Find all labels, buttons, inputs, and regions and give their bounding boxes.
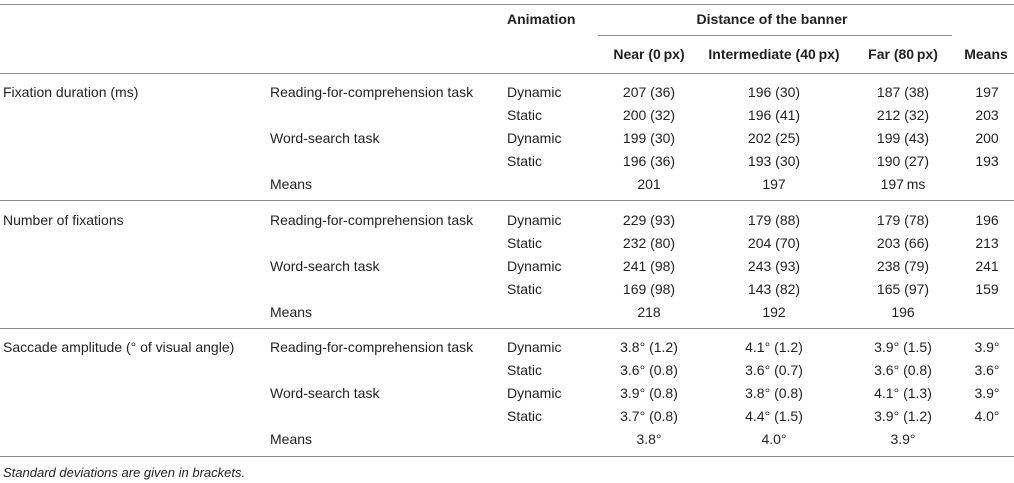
cell-near: 201 (637, 176, 661, 192)
cell-intermediate: 143 (82) (747, 281, 801, 297)
section-rule-1 (0, 200, 1014, 201)
cell-task: Reading-for-comprehension task (270, 84, 474, 100)
cell-task: Word-search task (270, 130, 380, 146)
cell-intermediate: 243 (93) (747, 258, 801, 274)
cell-intermediate: 4.4° (1.5) (745, 408, 803, 424)
cell-near: 3.6° (0.8) (620, 362, 678, 378)
cell-animation: Static (507, 153, 543, 169)
cell-far: 165 (97) (876, 281, 930, 297)
cell-animation: Static (507, 408, 543, 424)
header-animation: Animation (507, 11, 576, 27)
cell-measure: Number of fixations (3, 212, 124, 228)
cell-near: 3.8° (636, 431, 662, 447)
cell-task: Means (270, 431, 313, 447)
header-bottom-rule (0, 73, 1014, 74)
cell-far: 179 (78) (876, 212, 930, 228)
cell-means: 159 (975, 281, 999, 297)
cell-near: 241 (98) (622, 258, 676, 274)
cell-means: 203 (975, 107, 999, 123)
cell-near: 3.7° (0.8) (620, 408, 678, 424)
table-footnote: Standard deviations are given in brackets. (3, 465, 246, 480)
section-rule-2 (0, 328, 1014, 329)
cell-intermediate: 3.6° (0.7) (745, 362, 803, 378)
cell-intermediate: 3.8° (0.8) (745, 385, 803, 401)
header-subrule (598, 35, 952, 36)
cell-means: 3.6° (974, 362, 1000, 378)
cell-near: 3.9° (0.8) (620, 385, 678, 401)
header-near: Near (0 px) (613, 46, 685, 62)
cell-task: Word-search task (270, 385, 380, 401)
cell-intermediate: 204 (70) (747, 235, 801, 251)
cell-means: 193 (975, 153, 999, 169)
cell-animation: Static (507, 107, 543, 123)
cell-animation: Static (507, 362, 543, 378)
cell-animation: Dynamic (507, 84, 562, 100)
cell-task: Means (270, 304, 313, 320)
cell-intermediate: 196 (41) (747, 107, 801, 123)
cell-measure: Saccade amplitude (° of visual angle) (3, 339, 235, 355)
cell-far: 196 (891, 304, 915, 320)
header-far: Far (80 px) (868, 46, 938, 62)
cell-animation: Static (507, 281, 543, 297)
cell-intermediate: 202 (25) (747, 130, 801, 146)
cell-intermediate: 196 (30) (747, 84, 801, 100)
cell-far: 238 (79) (876, 258, 930, 274)
cell-animation: Dynamic (507, 385, 562, 401)
cell-intermediate: 197 (762, 176, 786, 192)
cell-measure: Fixation duration (ms) (3, 84, 139, 100)
cell-far: 197 ms (880, 176, 926, 192)
cell-far: 3.9° (890, 431, 916, 447)
cell-far: 212 (32) (876, 107, 930, 123)
cell-near: 196 (36) (622, 153, 676, 169)
cell-task: Means (270, 176, 313, 192)
header-intermediate: Intermediate (40 px) (708, 46, 840, 62)
cell-far: 3.9° (1.5) (874, 339, 932, 355)
cell-far: 3.6° (0.8) (874, 362, 932, 378)
cell-far: 187 (38) (876, 84, 930, 100)
cell-far: 3.9° (1.2) (874, 408, 932, 424)
cell-near: 207 (36) (622, 84, 676, 100)
cell-animation: Dynamic (507, 130, 562, 146)
cell-animation: Dynamic (507, 212, 562, 228)
header-distance: Distance of the banner (696, 11, 848, 27)
cell-near: 200 (32) (622, 107, 676, 123)
cell-animation: Dynamic (507, 258, 562, 274)
cell-near: 169 (98) (622, 281, 676, 297)
cell-far: 4.1° (1.3) (874, 385, 932, 401)
table-bottom-rule (0, 456, 1014, 457)
cell-means: 213 (975, 235, 999, 251)
cell-task: Reading-for-comprehension task (270, 339, 474, 355)
cell-animation: Static (507, 235, 543, 251)
cell-means: 241 (975, 258, 999, 274)
cell-near: 218 (637, 304, 661, 320)
cell-task: Reading-for-comprehension task (270, 212, 474, 228)
cell-means: 200 (975, 130, 999, 146)
table-top-rule (0, 4, 1014, 5)
cell-intermediate: 4.0° (761, 431, 787, 447)
cell-intermediate: 179 (88) (747, 212, 801, 228)
cell-near: 232 (80) (622, 235, 676, 251)
cell-intermediate: 192 (762, 304, 786, 320)
cell-means: 3.9° (974, 385, 1000, 401)
header-means: Means (964, 46, 1008, 62)
cell-far: 203 (66) (876, 235, 930, 251)
cell-animation: Dynamic (507, 339, 562, 355)
cell-near: 229 (93) (622, 212, 676, 228)
cell-means: 197 (975, 84, 999, 100)
cell-task: Word-search task (270, 258, 380, 274)
cell-means: 4.0° (974, 408, 1000, 424)
cell-means: 196 (975, 212, 999, 228)
cell-intermediate: 193 (30) (747, 153, 801, 169)
cell-far: 199 (43) (876, 130, 930, 146)
cell-means: 3.9° (974, 339, 1000, 355)
cell-intermediate: 4.1° (1.2) (745, 339, 803, 355)
cell-near: 199 (30) (622, 130, 676, 146)
cell-near: 3.8° (1.2) (620, 339, 678, 355)
cell-far: 190 (27) (876, 153, 930, 169)
